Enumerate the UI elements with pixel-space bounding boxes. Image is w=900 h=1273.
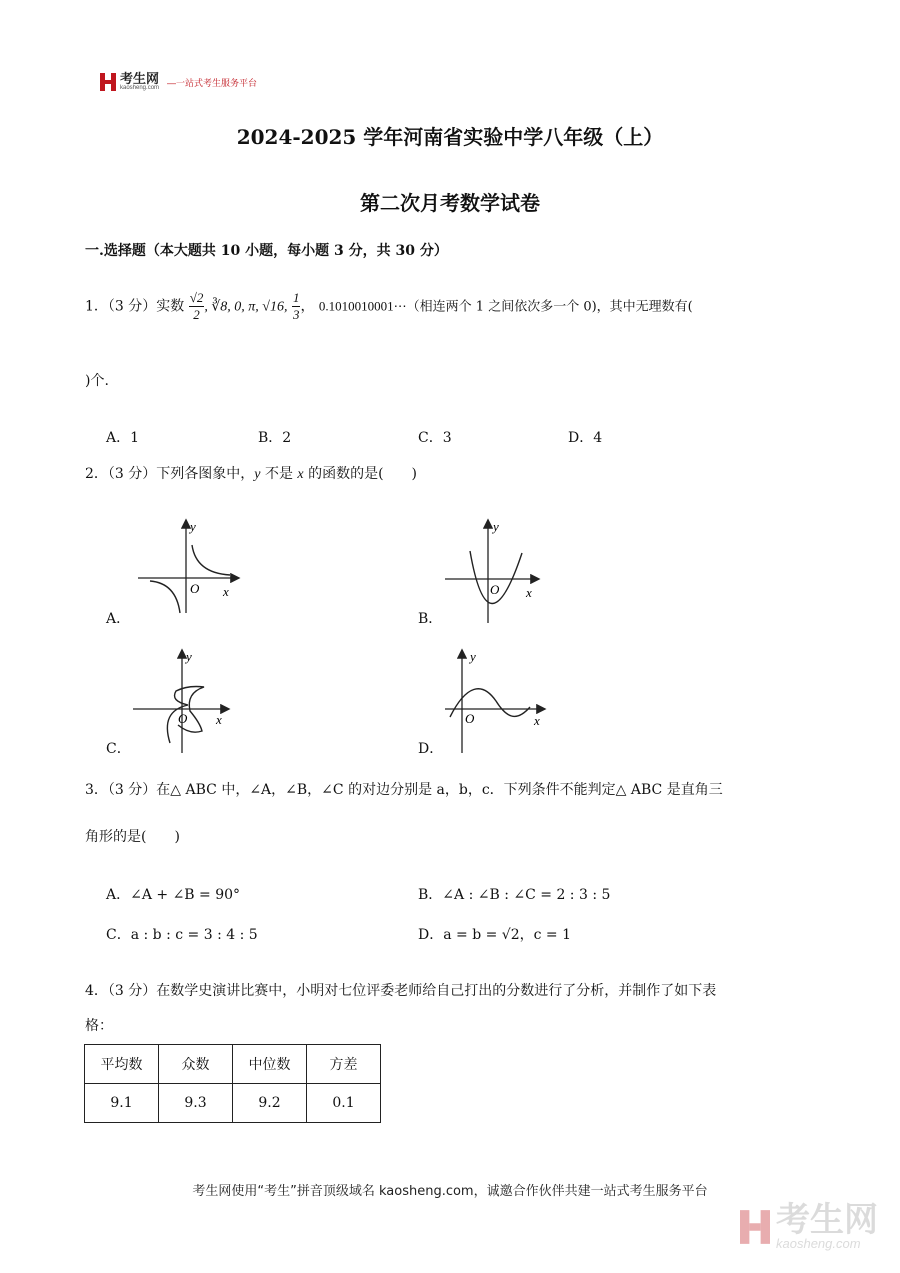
origin-label: O: [190, 581, 200, 596]
q3-option-d[interactable]: D．a = b = √2，c = 1: [418, 927, 572, 943]
table-header-cell: 中位数: [233, 1045, 307, 1084]
table-cell: 9.3: [159, 1084, 233, 1123]
graph-b[interactable]: [440, 515, 550, 625]
table-header-cell: 平均数: [85, 1045, 159, 1084]
question-score: （3 分）: [107, 298, 157, 315]
axis-x-label: x: [223, 584, 229, 599]
watermark-name: 考生网: [776, 1201, 878, 1239]
axis-y-label: y: [190, 519, 196, 534]
axis-y-label: y: [186, 649, 192, 664]
graph-d[interactable]: [440, 645, 555, 755]
section-heading: 一.选择题（本大题共 10 小题，每小题 3 分，共 30 分）: [85, 243, 448, 259]
header-logo[interactable]: [100, 72, 257, 92]
graph-a-label[interactable]: A．: [106, 611, 131, 627]
fraction-1-over-3: $\frac{1}{3}$: [292, 290, 300, 322]
watermark-logo-icon: [740, 1210, 770, 1244]
q3-option-a[interactable]: A．∠A + ∠B = 90°: [106, 887, 241, 903]
statistics-table: [84, 1044, 381, 1123]
watermark: [740, 1203, 878, 1250]
curve: [192, 545, 230, 575]
question-number: 1．: [85, 298, 108, 315]
axis-y-label: y: [470, 649, 476, 664]
question-3-line2: 角形的是( ): [85, 829, 180, 845]
q1-option-d[interactable]: D．4: [568, 430, 603, 446]
origin-label: O: [465, 711, 475, 726]
q1-option-a[interactable]: A．1: [106, 430, 140, 446]
page-subtitle: 第二次月考数学试卷: [360, 191, 540, 215]
graph-a[interactable]: [130, 515, 250, 615]
question-4: 4．（3 分）在数学史演讲比赛中，小明对七位评委老师给自己打出的分数进行了分析，并制作了如下表: [85, 983, 717, 999]
question-2: 2．（3 分）下列各图象中，y 不是 x 的函数的是( ): [85, 466, 418, 482]
question-1-tail: )个.: [85, 373, 109, 389]
origin-label: O: [178, 711, 188, 726]
q3-option-b[interactable]: B．∠A : ∠B : ∠C = 2 : 3 : 5: [418, 887, 611, 903]
page-title: 2024-2025 学年河南省实验中学八年级（上）: [236, 125, 664, 149]
axis-y-label: y: [493, 519, 499, 534]
logo-name: 考生网: [120, 71, 160, 86]
fraction-sqrt2-over-2: $\frac{√2}{2}$: [189, 290, 204, 322]
q1-option-b[interactable]: B．2: [258, 430, 292, 446]
kaosheng-logo-icon: [100, 73, 116, 91]
question-4-line2: 格：: [85, 1018, 113, 1034]
logo-domain: kaosheng.com: [120, 85, 160, 91]
graph-d-label[interactable]: D．: [418, 741, 444, 757]
graph-c-label[interactable]: C．: [106, 741, 131, 757]
axis-x-label: x: [526, 585, 532, 600]
logo-slogan: —一站式考生服务平台: [167, 77, 258, 88]
q3-option-c[interactable]: C．a : b : c = 3 : 4 : 5: [106, 927, 258, 943]
table-header-cell: 众数: [159, 1045, 233, 1084]
q1-option-c[interactable]: C．3: [418, 430, 452, 446]
table-row: [85, 1084, 381, 1123]
graph-b-label[interactable]: B．: [418, 611, 443, 627]
watermark-domain: kaosheng.com: [776, 1236, 861, 1251]
table-header-cell: 方差: [307, 1045, 381, 1084]
table-cell: 9.1: [85, 1084, 159, 1123]
axis-x-label: x: [216, 712, 222, 727]
table-header-row: [85, 1045, 381, 1084]
table-cell: 0.1: [307, 1084, 381, 1123]
table-cell: 9.2: [233, 1084, 307, 1123]
question-3: 3．（3 分）在△ ABC 中，∠A，∠B，∠C 的对边分别是 a，b，c．下列条件不能判定△ ABC 是直角三: [85, 782, 723, 798]
number-list: , ∛8, 0, π, √16,: [204, 299, 288, 315]
curve: [150, 581, 180, 613]
axis-x-label: x: [534, 713, 540, 728]
repeating-decimal: 0.1010010001⋯: [318, 298, 407, 314]
graph-c[interactable]: [130, 645, 240, 755]
origin-label: O: [490, 582, 500, 597]
question-1: 1．（3 分）实数 $\frac{√2}{2}$ , ∛8, 0, π, √16, $\frac{1}{3}$ ， 0.1010010001⋯（相连两个 1 之间依次多一个 0)，其中无理数有(: [85, 290, 693, 322]
footer-text: 考生网使用“考生”拼音顶级域名 kaosheng.com，诚邀合作伙伴共建一站式考生服务平台: [192, 1184, 708, 1199]
